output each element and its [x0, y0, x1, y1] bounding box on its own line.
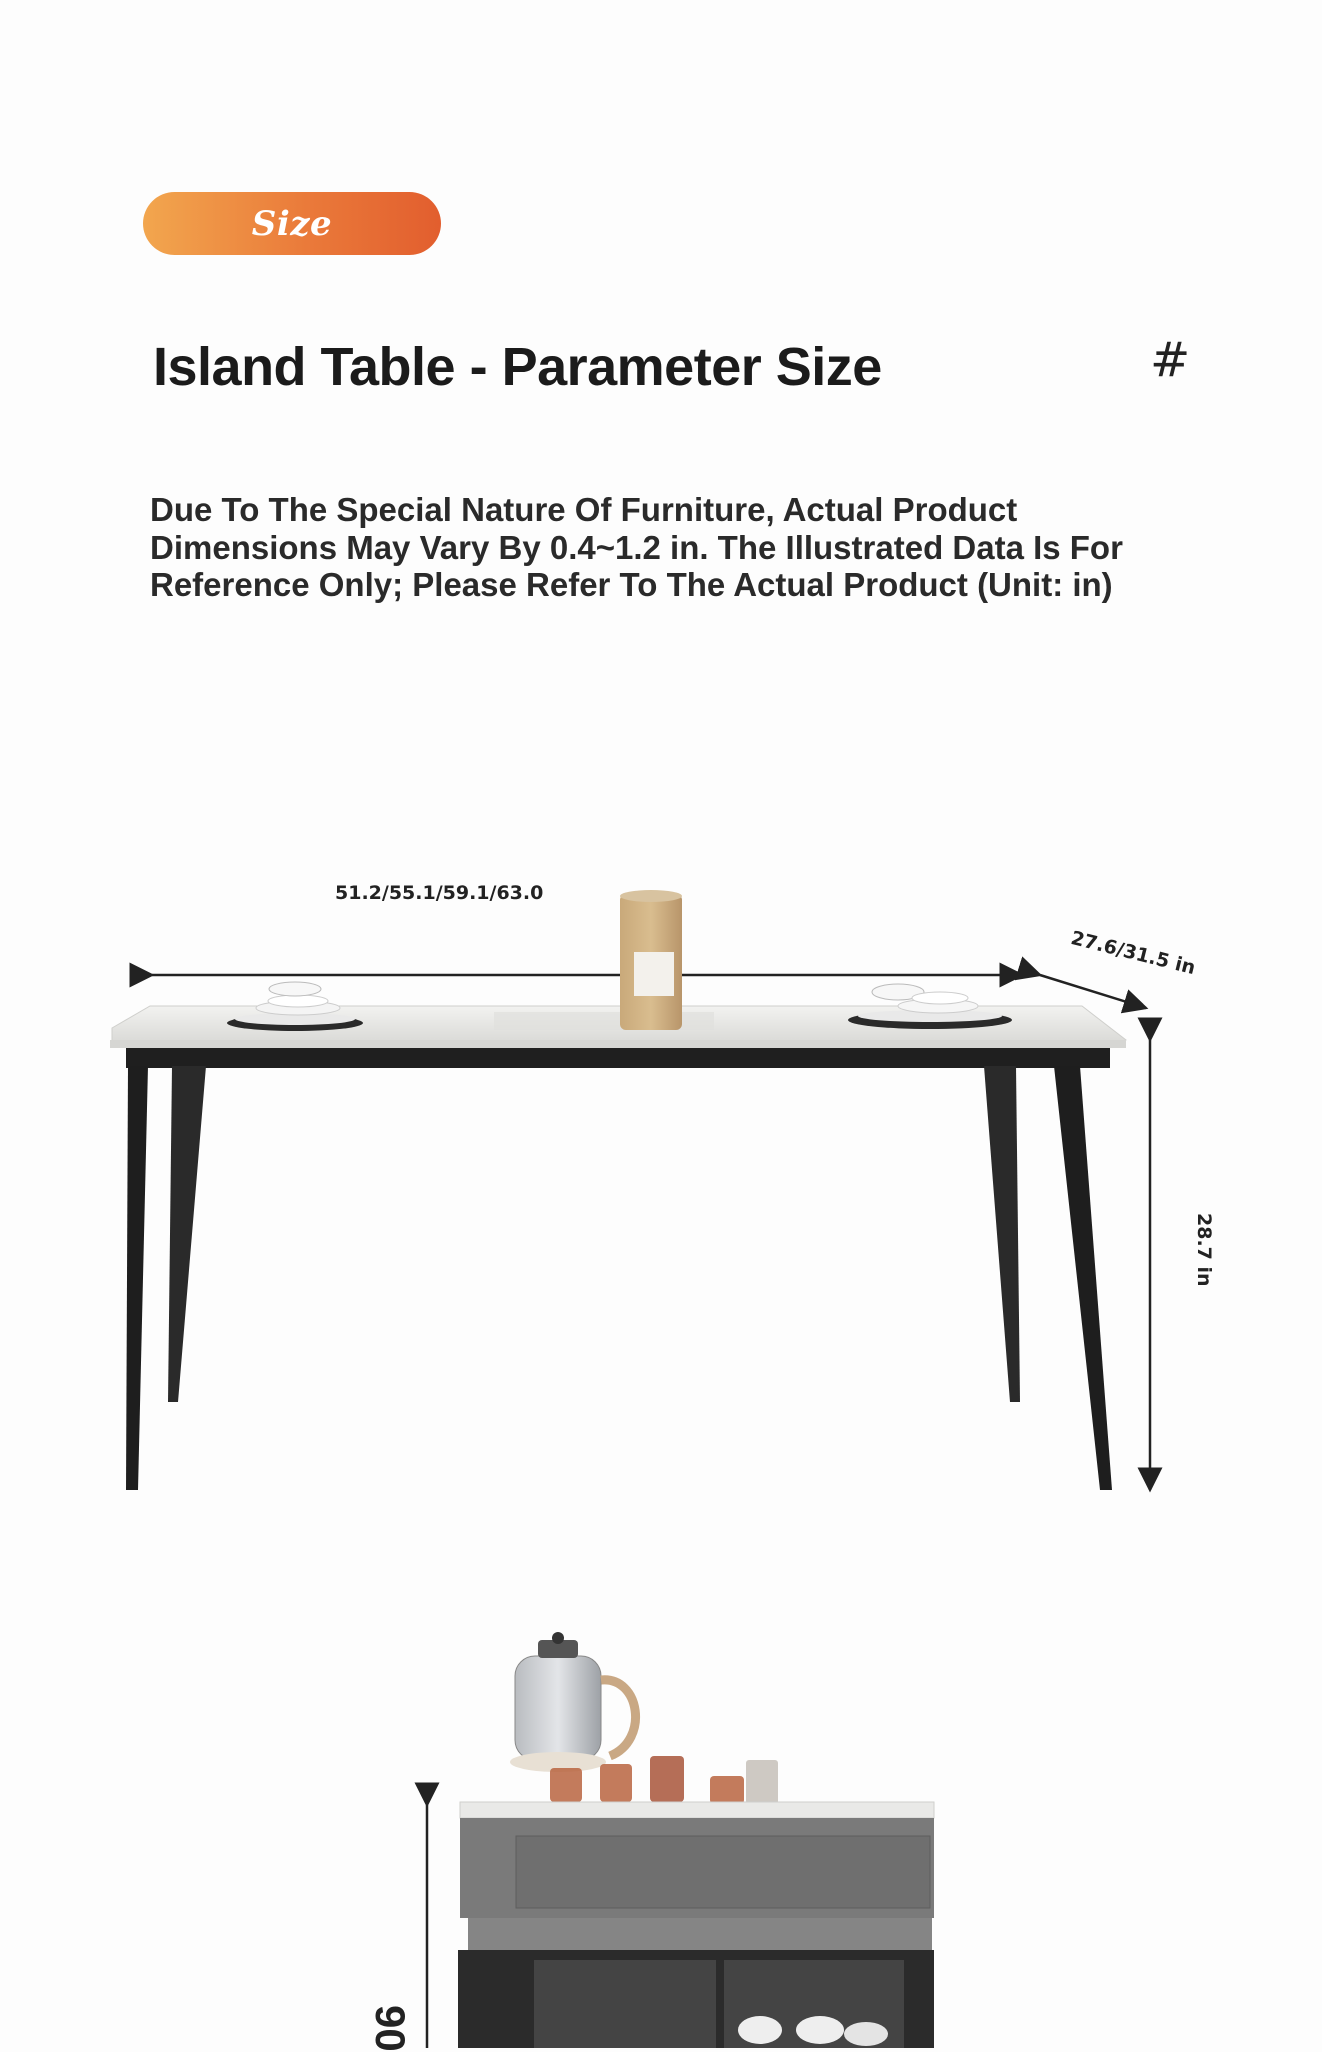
page-title: Island Table - Parameter Size: [153, 337, 882, 397]
hash-icon: #: [1150, 332, 1191, 388]
table-leg-front-right: [1054, 1066, 1112, 1490]
table-apron: [126, 1048, 1110, 1068]
disclaimer-text: Due To The Special Nature Of Furniture, Actual Product Dimensions May Vary By 0.4~1.2 in. The Illustrated Data Is For Reference Only; Please Refer To The Actual Product (Unit: in): [150, 491, 1123, 603]
table-leg-front-left: [126, 1066, 148, 1490]
width-dimension-label: 51.2/55.1/59.1/63.0: [335, 882, 544, 904]
table-leg-back-right: [984, 1066, 1020, 1402]
kettle: [510, 1632, 636, 1772]
depth-arrow: [1040, 975, 1146, 1008]
cabinet-height-label: 90: [367, 2005, 414, 2052]
wooden-canister: [620, 890, 682, 1030]
height-dimension-label: 28.7 in: [1193, 1213, 1215, 1287]
table-leg-back-left: [168, 1066, 206, 1402]
depth-dimension-label: 27.6/31.5 in: [1068, 927, 1198, 980]
tabletop-edge: [110, 1040, 1126, 1048]
storage-cabinet: [427, 1632, 934, 2048]
size-badge-label: Size: [251, 203, 333, 244]
